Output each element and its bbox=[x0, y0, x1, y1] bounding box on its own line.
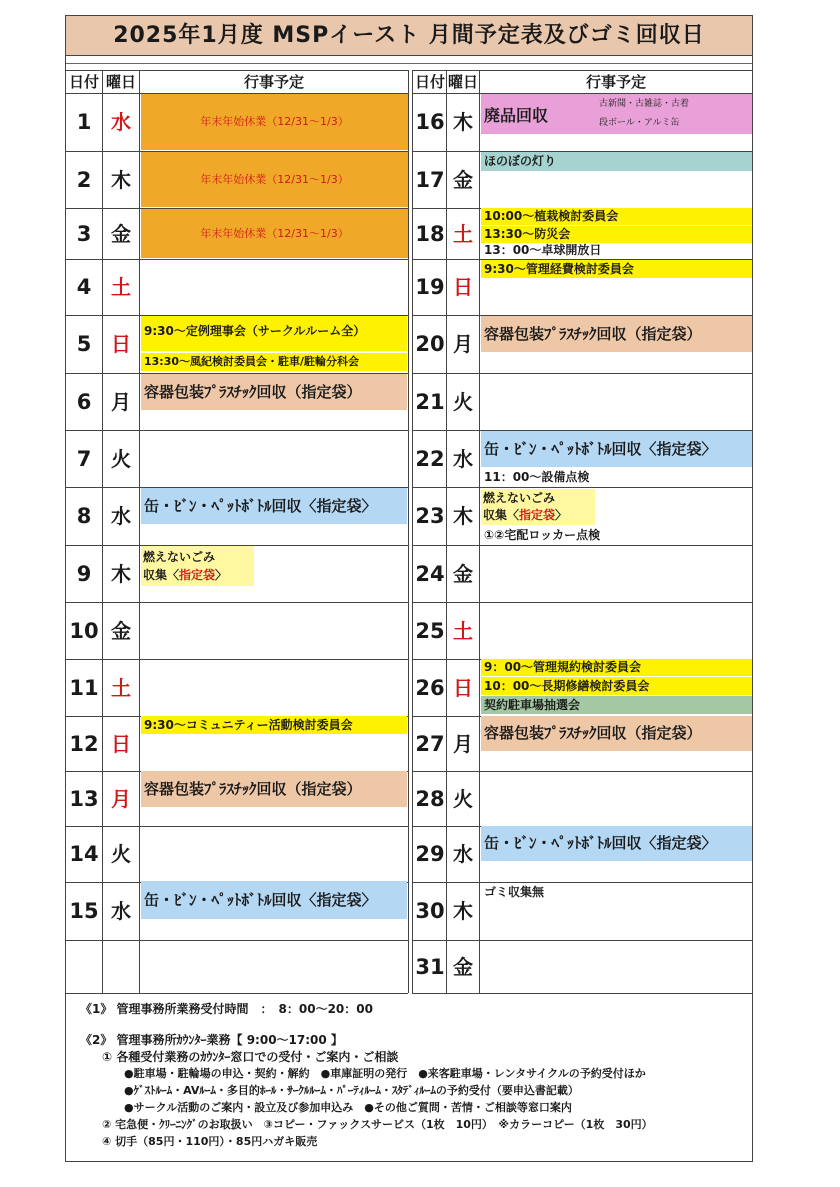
day-number-left: 13 bbox=[69, 786, 99, 811]
event-table-tennis: 13：00～卓球開放日 bbox=[484, 243, 602, 257]
row-line-left bbox=[66, 259, 408, 260]
day-number-right: 18 bbox=[415, 221, 445, 246]
day-number-right: 21 bbox=[415, 389, 445, 414]
weekday-right: 日 bbox=[453, 675, 473, 700]
event-cans-collection-22: 缶・ﾋﾞﾝ・ﾍﾟｯﾄﾎﾞﾄﾙ回収〈指定袋〉 bbox=[481, 431, 752, 467]
day-number-right: 17 bbox=[415, 167, 445, 192]
row-line-right bbox=[412, 940, 752, 941]
event-disaster-drill: 13:30～防災会 bbox=[481, 226, 752, 243]
day-number-left: 1 bbox=[76, 110, 92, 134]
weekday-right: 土 bbox=[453, 221, 473, 246]
day-number-left: 11 bbox=[69, 675, 99, 700]
event-recycle-collection bbox=[481, 94, 752, 134]
event-nonburnable-23 bbox=[481, 489, 595, 525]
event-repair-committee: 10：00～長期修繕検討委員会 bbox=[481, 677, 752, 695]
row-line-right bbox=[412, 993, 752, 994]
weekday-left: 金 bbox=[111, 221, 131, 246]
event-plastic-collection-27: 容器包装ﾌﾟﾗｽﾁｯｸ回収（指定袋） bbox=[481, 716, 752, 751]
day-number-left: 8 bbox=[76, 504, 92, 528]
weekday-right: 金 bbox=[453, 167, 473, 192]
day-number-left: 2 bbox=[76, 167, 92, 192]
row-line-left bbox=[66, 430, 408, 431]
day-number-left: 3 bbox=[76, 221, 92, 246]
row-line-right bbox=[412, 882, 752, 883]
weekday-left: 日 bbox=[111, 332, 131, 356]
weekday-right: 木 bbox=[453, 504, 473, 528]
recycle-sub1: 古新聞・古雑誌・古着 bbox=[599, 99, 690, 109]
event-expense-committee: 9:30～管理経費検討委員会 bbox=[481, 260, 752, 278]
event-board-meeting: 9:30～定例理事会（サークルルーム全） bbox=[141, 316, 407, 351]
header-line-left bbox=[66, 70, 408, 71]
note-circle-activities: ●サークル活動のご案内・設立及び参加申込み ●その他ご質問・苦情・ご相談等窓口案内 bbox=[124, 1101, 572, 1114]
event-delivery-locker-inspection: ①②宅配ロッカー点検 bbox=[484, 528, 601, 542]
day-number-right: 19 bbox=[415, 275, 445, 299]
weekday-right: 日 bbox=[453, 275, 473, 299]
weekday-left: 日 bbox=[111, 731, 131, 756]
day-number-right: 30 bbox=[415, 899, 445, 923]
event-cans-collection-15: 缶・ﾋﾞﾝ・ﾍﾟｯﾄﾎﾞﾄﾙ回収〈指定袋〉 bbox=[141, 881, 407, 919]
header-line-right bbox=[412, 70, 752, 71]
header-weekday-right: 曜日 bbox=[447, 73, 478, 91]
day-number-right: 16 bbox=[415, 110, 445, 134]
weekday-left: 木 bbox=[111, 167, 131, 192]
nonburnable-line2 bbox=[483, 507, 595, 524]
event-discipline-committee: 13:30～風紀検討委員会・駐車/駐輪分科会 bbox=[141, 353, 407, 371]
weekday-right: 金 bbox=[453, 561, 473, 586]
event-parking-lottery: 契約駐車場抽選会 bbox=[481, 696, 752, 714]
weekday-right: 水 bbox=[453, 842, 473, 866]
nonburnable-close: 〉 bbox=[215, 568, 228, 582]
day-number-right: 22 bbox=[415, 446, 445, 471]
event-honobono-lights: ほのぼの灯り bbox=[481, 152, 752, 171]
note-counter-services: ① 各種受付業務のｶｳﾝﾀｰ窓口での受付・ご案内・ご相談 bbox=[102, 1050, 399, 1064]
day-number-left bbox=[65, 954, 103, 980]
day-number-right: 27 bbox=[415, 731, 445, 756]
row-line-left bbox=[66, 940, 408, 941]
note-counter-hours: 《2》 管理事務所ｶｳﾝﾀｰ業務【 9:00～17:00 】 bbox=[80, 1033, 343, 1047]
weekday-right: 火 bbox=[453, 389, 473, 414]
column-line bbox=[408, 70, 409, 993]
event-equipment-inspection: 11：00～設備点検 bbox=[484, 470, 590, 484]
day-number-left: 9 bbox=[76, 561, 92, 586]
weekday-right: 木 bbox=[453, 899, 473, 923]
header-events-left: 行事予定 bbox=[243, 73, 304, 91]
event-holiday-2: 年末年始休業（12/31～1/3） bbox=[141, 152, 408, 207]
weekday-right: 金 bbox=[453, 954, 473, 979]
weekday-right: 土 bbox=[453, 618, 473, 643]
event-nonburnable-9 bbox=[141, 546, 254, 586]
note-parking-services: ●駐車場・駐輪場の申込・契約・解約 ●車庫証明の発行 ●来客駐車場・レンタサイクルの予約受付ほか bbox=[124, 1067, 646, 1080]
weekday-left bbox=[101, 954, 141, 980]
weekday-right: 月 bbox=[453, 332, 473, 356]
day-number-left: 7 bbox=[76, 446, 92, 471]
event-cans-collection-8: 缶・ﾋﾞﾝ・ﾍﾟｯﾄﾎﾞﾄﾙ回収〈指定袋〉 bbox=[141, 488, 407, 524]
nonburnable-line1: 燃えないごみ bbox=[483, 491, 556, 505]
day-number-left: 5 bbox=[76, 332, 92, 356]
weekday-right: 木 bbox=[453, 110, 473, 134]
weekday-left: 月 bbox=[111, 786, 131, 811]
row-line-right bbox=[412, 545, 752, 546]
weekday-right: 水 bbox=[453, 446, 473, 471]
row-line-left bbox=[66, 826, 408, 827]
nonburnable-close: 〉 bbox=[555, 508, 568, 522]
weekday-left: 土 bbox=[111, 275, 131, 299]
nonburnable-line1: 燃えないごみ bbox=[143, 550, 216, 564]
nonburnable-collect: 収集〈 bbox=[483, 508, 520, 522]
weekday-left: 火 bbox=[111, 446, 131, 471]
day-number-right: 28 bbox=[415, 786, 445, 811]
page-title: 2025年1月度 MSPイースト 月間予定表及びゴミ回収日 bbox=[66, 16, 752, 56]
event-plastic-collection-6: 容器包装ﾌﾟﾗｽﾁｯｸ回収（指定袋） bbox=[141, 374, 407, 410]
header-date-right: 日付 bbox=[414, 73, 445, 91]
row-line-right bbox=[412, 602, 752, 603]
row-line-right bbox=[412, 373, 752, 374]
title-divider bbox=[66, 63, 752, 64]
day-number-right: 24 bbox=[415, 561, 445, 586]
event-cans-collection-29: 缶・ﾋﾞﾝ・ﾍﾟｯﾄﾎﾞﾄﾙ回収〈指定袋〉 bbox=[481, 826, 752, 861]
row-line-right bbox=[412, 771, 752, 772]
recycle-sub2: 段ボール・アルミ缶 bbox=[599, 118, 680, 128]
weekday-right: 火 bbox=[453, 786, 473, 811]
header-weekday-left: 曜日 bbox=[105, 73, 136, 91]
weekday-left: 月 bbox=[111, 389, 131, 414]
note-room-reservations: ●ｹﾞｽﾄﾙｰﾑ・AVﾙｰﾑ・多目的ﾎｰﾙ・ｻｰｸﾙﾙｰﾑ・ﾊﾟｰﾃｨﾙｰﾑ・ｽﾀﾃﾞｨﾙｰﾑの予約受付（要申込書記載） bbox=[124, 1084, 579, 1097]
nonburnable-designated-bag: 指定袋 bbox=[519, 508, 556, 522]
note-stamps: ④ 切手（85円・110円）・85円ハガキ販売 bbox=[102, 1135, 318, 1148]
weekday-right: 月 bbox=[453, 731, 473, 756]
day-number-left: 6 bbox=[76, 389, 92, 414]
row-line-right bbox=[412, 487, 752, 488]
day-number-right: 20 bbox=[415, 332, 445, 356]
header-events-right: 行事予定 bbox=[585, 73, 646, 91]
weekday-left: 水 bbox=[111, 110, 131, 134]
event-plastic-collection-20: 容器包装ﾌﾟﾗｽﾁｯｸ回収（指定袋） bbox=[481, 316, 752, 352]
day-number-left: 4 bbox=[76, 275, 92, 299]
event-bylaws-committee: 9：00～管理規約検討委員会 bbox=[481, 659, 752, 676]
weekday-left: 土 bbox=[111, 675, 131, 700]
event-plastic-collection-13: 容器包装ﾌﾟﾗｽﾁｯｸ回収（指定袋） bbox=[141, 771, 407, 807]
day-number-left: 12 bbox=[69, 731, 99, 756]
row-line-left bbox=[66, 659, 408, 660]
nonburnable-line2 bbox=[143, 566, 254, 584]
weekday-left: 木 bbox=[111, 561, 131, 586]
weekday-left: 水 bbox=[111, 899, 131, 923]
day-number-left: 15 bbox=[69, 899, 99, 923]
nonburnable-collect: 収集〈 bbox=[143, 568, 180, 582]
header-date-left: 日付 bbox=[68, 73, 99, 91]
day-number-right: 31 bbox=[415, 954, 445, 979]
weekday-left: 水 bbox=[111, 504, 131, 528]
day-number-left: 10 bbox=[69, 618, 99, 643]
day-number-left: 14 bbox=[69, 842, 99, 866]
row-line-left bbox=[66, 602, 408, 603]
weekday-left: 金 bbox=[111, 618, 131, 643]
note-office-hours: 《1》 管理事務所業務受付時間 ： 8：00～20：00 bbox=[80, 1002, 373, 1016]
event-holiday-3: 年末年始休業（12/31～1/3） bbox=[141, 209, 408, 258]
day-number-right: 29 bbox=[415, 842, 445, 866]
note-delivery-copy: ② 宅急便・ｸﾘｰﾆﾝｸﾞのお取扱い ③コピー・ファックスサービス（1枚 10円） ※カラーコピー（1枚 30円） bbox=[102, 1118, 653, 1131]
event-planting-committee: 10:00～植栽検討委員会 bbox=[481, 208, 752, 225]
recycle-main: 廃品回収 bbox=[484, 106, 549, 125]
day-number-right: 26 bbox=[415, 675, 445, 700]
day-number-right: 25 bbox=[415, 618, 445, 643]
row-line-left bbox=[66, 993, 408, 994]
nonburnable-designated-bag: 指定袋 bbox=[179, 568, 216, 582]
event-community-committee: 9:30～コミュニティー活動検討委員会 bbox=[141, 716, 407, 734]
event-holiday-1: 年末年始休業（12/31～1/3） bbox=[141, 94, 408, 150]
weekday-left: 火 bbox=[111, 842, 131, 866]
event-no-garbage: ゴミ収集無 bbox=[484, 885, 545, 899]
day-number-right: 23 bbox=[415, 504, 445, 528]
